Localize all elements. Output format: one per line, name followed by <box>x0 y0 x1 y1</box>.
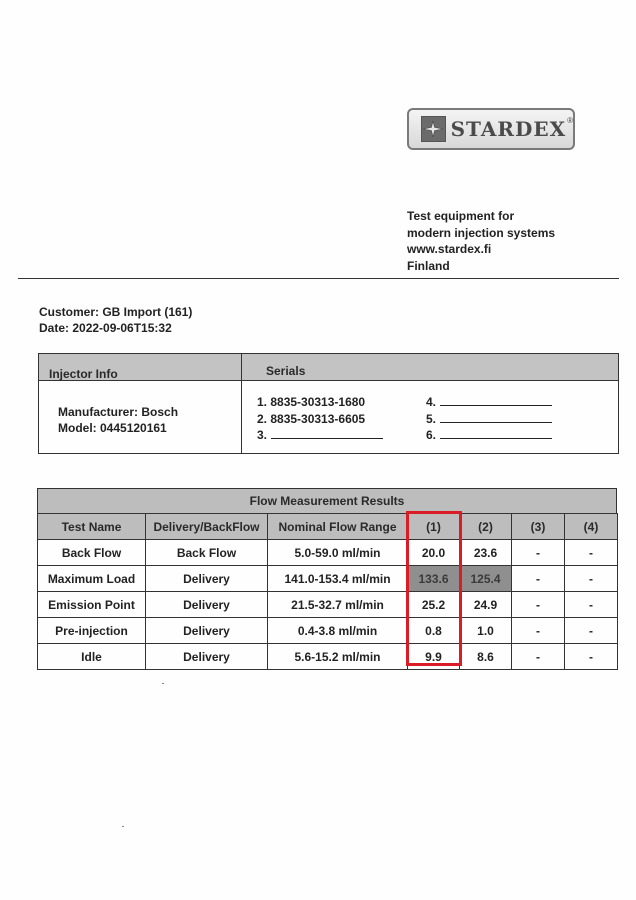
serial-entry <box>257 427 383 444</box>
range-cell: 5.0-59.0 ml/min <box>268 540 408 566</box>
value-cell: - <box>512 566 565 592</box>
type-cell: Delivery <box>146 618 268 644</box>
serials-column-1 <box>257 394 383 444</box>
report-date: Date: 2022-09-06T15:32 <box>39 321 172 335</box>
range-cell: 5.6-15.2 ml/min <box>268 644 408 670</box>
value-cell: 24.9 <box>460 592 512 618</box>
flow-results <box>37 488 617 670</box>
customer-block <box>39 304 192 336</box>
scan-speck <box>122 826 124 827</box>
serial-blank-line <box>271 428 383 439</box>
serial-blank-line <box>440 428 552 439</box>
serial-blank-line <box>440 412 552 423</box>
registered-mark: ® <box>567 115 573 125</box>
column-header: (2) <box>460 514 512 540</box>
stardex-logo <box>407 108 575 150</box>
manufacturer: Manufacturer: Bosch <box>58 405 179 419</box>
serial-label: 4. <box>426 395 437 409</box>
company-line: Test equipment for <box>407 209 515 223</box>
column-header: Nominal Flow Range <box>268 514 408 540</box>
company-info <box>407 208 555 274</box>
serial-entry <box>426 427 552 444</box>
out-of-range-value-cell: 125.4 <box>460 566 512 592</box>
type-cell: Delivery <box>146 592 268 618</box>
value-cell: - <box>512 644 565 670</box>
range-cell: 141.0-153.4 ml/min <box>268 566 408 592</box>
value-cell: 20.0 <box>408 540 460 566</box>
test-name-cell: Pre-injection <box>38 618 146 644</box>
type-cell: Delivery <box>146 644 268 670</box>
customer-name: Customer: GB Import (161) <box>39 305 193 319</box>
value-cell: 25.2 <box>408 592 460 618</box>
table-row <box>38 540 618 566</box>
serial-blank-line <box>440 395 552 406</box>
company-line: modern injection systems <box>407 225 556 240</box>
serial-entry <box>426 394 552 411</box>
value-cell: - <box>512 592 565 618</box>
column-header: (1) <box>408 514 460 540</box>
range-cell: 21.5-32.7 ml/min <box>268 592 408 618</box>
serial-label: 1. 8835-30313-1680 <box>257 395 366 409</box>
type-cell: Back Flow <box>146 540 268 566</box>
flow-table <box>37 513 618 670</box>
header-divider <box>18 278 619 279</box>
test-name-cell: Back Flow <box>38 540 146 566</box>
column-header: (3) <box>512 514 565 540</box>
model: Model: 0445120161 <box>58 421 167 435</box>
value-cell: - <box>565 644 618 670</box>
value-cell: - <box>565 540 618 566</box>
table-row <box>38 618 618 644</box>
range-cell: 0.4-3.8 ml/min <box>268 618 408 644</box>
out-of-range-value-cell: 133.6 <box>408 566 460 592</box>
injector-info-title: Injector Info <box>49 367 118 381</box>
value-cell: - <box>565 592 618 618</box>
column-header: (4) <box>565 514 618 540</box>
injector-info-box <box>38 353 619 454</box>
test-name-cell: Maximum Load <box>38 566 146 592</box>
serial-entry <box>426 411 552 428</box>
serial-label: 5. <box>426 411 437 426</box>
star-compass-icon <box>421 116 446 142</box>
flow-table-title: Flow Measurement Results <box>37 488 617 513</box>
type-cell: Delivery <box>146 566 268 592</box>
serial-label: 6. <box>426 428 437 442</box>
company-country: Finland <box>407 258 450 273</box>
value-cell: - <box>565 618 618 644</box>
value-cell: 8.6 <box>460 644 512 670</box>
value-cell: 9.9 <box>408 644 460 670</box>
table-row <box>38 566 618 592</box>
serials-title: Serials <box>266 364 306 378</box>
table-row <box>38 644 618 670</box>
company-website: www.stardex.fi <box>407 242 492 256</box>
serials-column-2 <box>426 394 552 444</box>
serial-entry <box>257 394 383 411</box>
value-cell: - <box>512 540 565 566</box>
value-cell: 23.6 <box>460 540 512 566</box>
value-cell: 1.0 <box>460 618 512 644</box>
injector-info-header <box>39 354 618 381</box>
value-cell: - <box>512 618 565 644</box>
table-row <box>38 592 618 618</box>
test-name-cell: Emission Point <box>38 592 146 618</box>
value-cell: 0.8 <box>408 618 460 644</box>
injector-details <box>58 404 178 436</box>
serial-label: 2. 8835-30313-6605 <box>257 411 366 426</box>
serial-label: 3. <box>257 428 268 442</box>
highlight-column-box <box>406 511 462 666</box>
column-header: Delivery/BackFlow <box>146 514 268 540</box>
logo-brand-text: STARDEX <box>450 117 567 141</box>
injector-info-divider <box>241 354 242 453</box>
table-header-row <box>38 514 618 540</box>
value-cell: - <box>565 566 618 592</box>
test-name-cell: Idle <box>38 644 146 670</box>
column-header: Test Name <box>38 514 146 540</box>
scan-speck <box>162 683 164 684</box>
serial-entry <box>257 411 383 428</box>
